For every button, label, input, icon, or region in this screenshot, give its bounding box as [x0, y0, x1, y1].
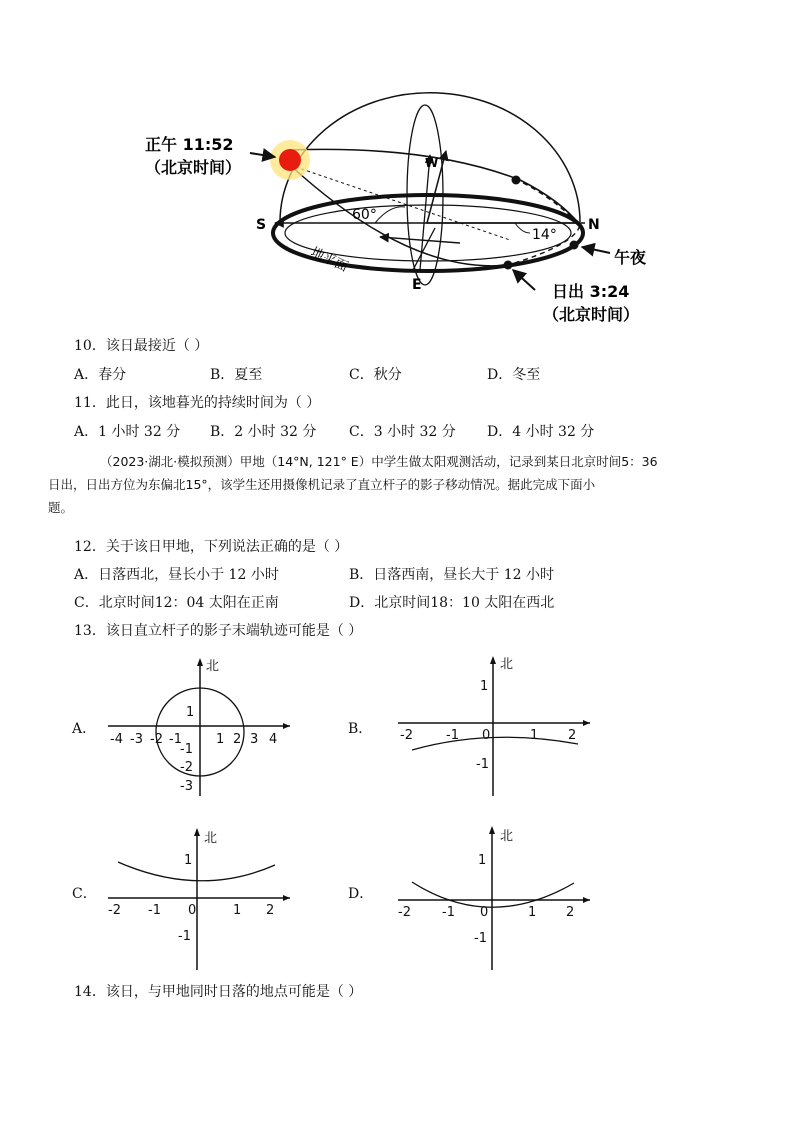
q11-option-d[interactable]: D．4 小时 32 分	[487, 424, 595, 440]
svg-text:2: 2	[266, 903, 275, 918]
svg-text:0: 0	[480, 905, 489, 920]
q12-stem: 12．关于该日甲地，下列说法正确的是（ ）	[74, 539, 349, 555]
sunrise-dot	[504, 261, 513, 270]
graph-a	[100, 650, 300, 800]
svg-text:3: 3	[250, 732, 259, 747]
q14-stem: 14．该日，与甲地同时日落的地点可能是（ ）	[74, 984, 363, 1000]
svg-text:1: 1	[186, 705, 195, 720]
sun-path-night	[508, 179, 580, 265]
q12-option-b[interactable]: B．日落西南，昼长大于 12 小时	[349, 567, 555, 583]
svg-text:0: 0	[188, 903, 197, 918]
q10-option-d[interactable]: D．冬至	[487, 367, 541, 383]
angle-60-label: 60°	[352, 207, 377, 223]
q10-stem: 10．该日最接近（ ）	[74, 338, 209, 354]
svg-text:-1: -1	[474, 931, 487, 946]
svg-text:-2: -2	[108, 903, 121, 918]
svg-text:-4: -4	[110, 732, 123, 747]
q10-option-c[interactable]: C．秋分	[349, 367, 402, 383]
svg-text:2: 2	[233, 732, 242, 747]
dir-n-label: N	[588, 217, 600, 233]
svg-text:0: 0	[482, 728, 491, 743]
graph-d-north-label: 北	[500, 829, 514, 844]
graph-c-north-label: 北	[204, 831, 218, 846]
svg-text:-2: -2	[150, 732, 163, 747]
graph-b-north-label: 北	[500, 657, 514, 672]
noon-sub-label: （北京时间）	[145, 158, 242, 177]
dir-e-label: E	[412, 277, 422, 293]
svg-text:1: 1	[528, 905, 537, 920]
angle-14-label: 14°	[532, 227, 557, 243]
passage-line-1: （2023·湖北·模拟预测）甲地（14°N, 121° E）中学生做太阳观测活动，记录到某日北京时间5：36	[100, 454, 658, 469]
svg-text:1: 1	[233, 903, 242, 918]
svg-text:-2: -2	[400, 728, 413, 743]
q11-option-b[interactable]: B．2 小时 32 分	[210, 424, 317, 440]
sun-icon	[270, 140, 310, 180]
q13-option-c-label[interactable]: C．	[72, 886, 97, 902]
passage-line-2: 日出，日出方位为东偏北15°，该学生还用摄像机记录了直立杆子的影子移动情况。据此完成下面小	[48, 477, 596, 492]
svg-text:4: 4	[269, 732, 278, 747]
svg-text:-1: -1	[442, 905, 455, 920]
svg-text:-2: -2	[180, 760, 193, 775]
graph-b-curve	[412, 737, 578, 750]
svg-text:-1: -1	[178, 929, 191, 944]
dir-s-label: S	[256, 217, 267, 233]
svg-text:2: 2	[568, 728, 577, 743]
graph-d	[390, 820, 600, 975]
q13-option-a-label[interactable]: A．	[72, 721, 97, 737]
q11-option-a[interactable]: A．1 小时 32 分	[74, 424, 181, 440]
midnight-label: 午夜	[614, 248, 647, 267]
q11-stem: 11．此日，该地暮光的持续时间为（ ）	[74, 395, 321, 411]
sunrise-label: 日出 3:24	[552, 282, 630, 301]
midnight-dot	[570, 241, 579, 250]
svg-text:-2: -2	[398, 905, 411, 920]
q12-option-d[interactable]: D．北京时间18：10 太阳在西北	[349, 595, 555, 611]
svg-text:2: 2	[566, 905, 575, 920]
q13-stem: 13．该日直立杆子的影子末端轨迹可能是（ ）	[74, 623, 363, 639]
q11-option-c[interactable]: C．3 小时 32 分	[349, 424, 456, 440]
svg-text:-3: -3	[130, 732, 143, 747]
svg-text:1: 1	[184, 853, 193, 868]
svg-text:-1: -1	[446, 728, 459, 743]
celestial-sphere-figure	[130, 85, 670, 330]
q10-option-a[interactable]: A．春分	[74, 367, 127, 383]
q12-option-a[interactable]: A．日落西北，昼长小于 12 小时	[74, 567, 279, 583]
passage-line-3: 题。	[48, 500, 74, 515]
sunrise-sub-label: （北京时间）	[543, 305, 640, 324]
q13-option-b-label[interactable]: B．	[348, 721, 373, 737]
graph-a-north-label: 北	[206, 659, 220, 674]
dir-w-label: W	[425, 156, 439, 170]
svg-text:1: 1	[216, 732, 225, 747]
q10-option-b[interactable]: B．夏至	[210, 367, 263, 383]
horizon-label: 地平面	[308, 245, 351, 276]
q12-option-c[interactable]: C．北京时间12：04 太阳在正南	[74, 595, 279, 611]
svg-text:1: 1	[530, 728, 539, 743]
graph-c	[100, 820, 300, 975]
q13-option-d-label[interactable]: D．	[348, 886, 374, 902]
svg-text:1: 1	[480, 679, 489, 694]
passage	[48, 450, 734, 519]
svg-text:1: 1	[478, 853, 487, 868]
svg-text:-1: -1	[148, 903, 161, 918]
graph-b	[390, 650, 600, 800]
noon-label: 正午 11:52	[145, 135, 234, 154]
svg-text:-1: -1	[169, 732, 182, 747]
graph-d-curve	[412, 882, 574, 907]
svg-text:-3: -3	[180, 779, 193, 794]
svg-text:-1: -1	[180, 742, 193, 757]
svg-text:-1: -1	[476, 757, 489, 772]
sunset-dot	[512, 176, 521, 185]
